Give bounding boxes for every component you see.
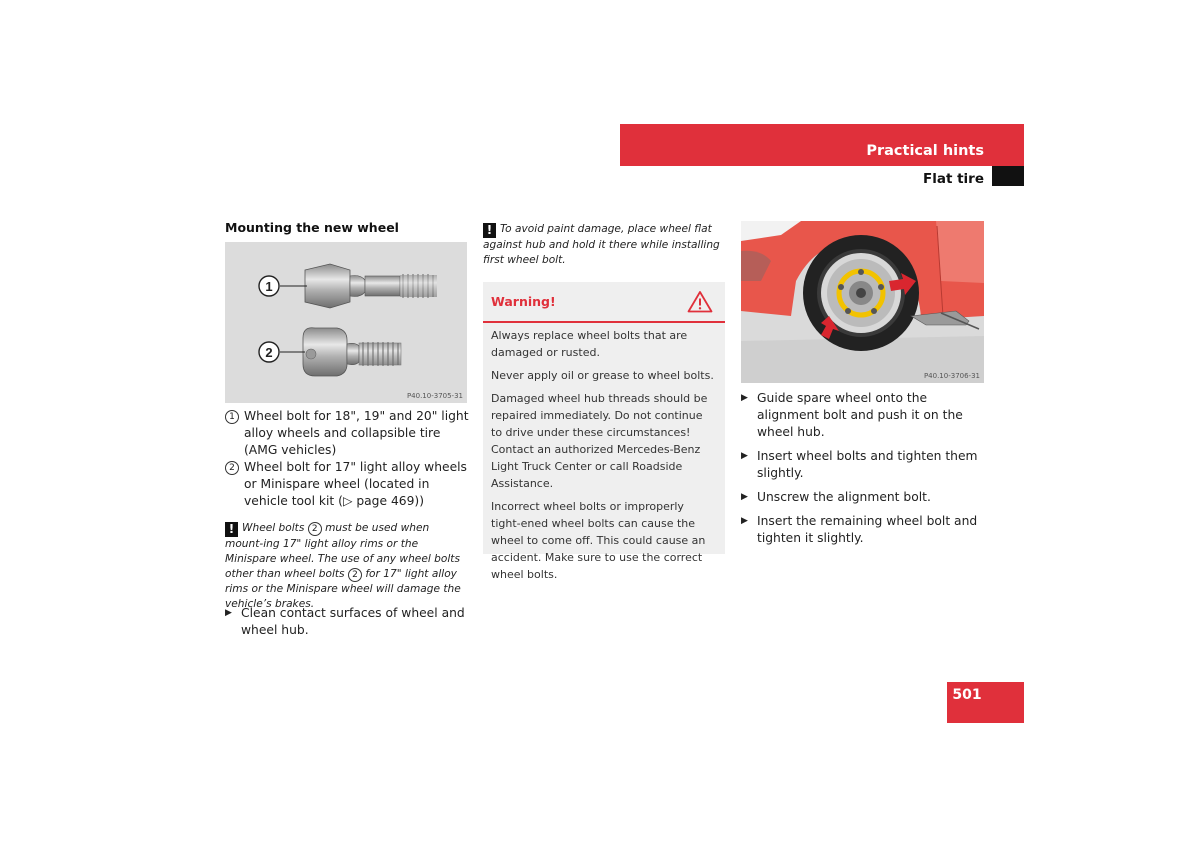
warning-paragraph: Never apply oil or grease to wheel bolts. (491, 369, 714, 382)
triangle-bullet-icon: ▶ (741, 492, 748, 502)
warning-paragraph: Damaged wheel hub threads should be repaired immediately. Do not continue to drive under these circumstances! Contact an authorized Mercedes-Benz Light Truck Center or call Roadside Assistance. (491, 392, 708, 490)
warning-triangle-icon (687, 290, 713, 313)
instruction-item (741, 448, 991, 482)
bolt-2-shape (303, 328, 401, 376)
figure-code: P40.10-3705-31 (406, 392, 463, 400)
bolt-legend-list (225, 408, 470, 510)
legend-text: Wheel bolt for 17" light alloy wheels or Minispare wheel (located in vehicle tool kit (▷ page 469)) (244, 460, 467, 508)
sub-title: Flat tire (922, 171, 984, 187)
instruction-item (225, 605, 467, 639)
legend-item-2 (225, 459, 470, 510)
instruction-item (741, 513, 991, 547)
note-ref-2: 2 (348, 568, 362, 582)
section-title: Practical hints (866, 143, 984, 159)
warning-body (491, 327, 717, 589)
warning-box (483, 282, 725, 581)
instruction-item (741, 390, 991, 441)
instruction-text: Insert wheel bolts and tighten them slightly. (757, 449, 978, 480)
note-ref-1: 2 (308, 522, 322, 536)
wheel-bolts-illustration (225, 242, 467, 403)
legend-number: 1 (225, 410, 239, 424)
figure-spare-wheel (741, 221, 984, 383)
page-number: 501 (952, 687, 982, 703)
spare-wheel-illustration (741, 221, 984, 383)
instruction-item (741, 489, 991, 506)
note-text: To avoid paint damage, place wheel flat against hub and hold it there while installing first wheel bolt. (483, 223, 720, 266)
instruction-text: Insert the remaining wheel bolt and tighten it slightly. (757, 514, 978, 545)
figure-wheel-bolts (225, 242, 467, 403)
warning-paragraph: Always replace wheel bolts that are damaged or rusted. (491, 329, 688, 359)
warning-paragraph: Incorrect wheel bolts or improperly tight-ened wheel bolts can cause the wheel to come off. This could cause an accident. Make sure to use the correct wheel bolts. (491, 500, 706, 581)
sub-title-marker (992, 166, 1024, 186)
triangle-bullet-icon: ▶ (741, 451, 748, 461)
instruction-text: Guide spare wheel onto the alignment bolt and push it on the wheel hub. (757, 391, 963, 439)
callout-2: 2 (265, 345, 273, 360)
exclamation-icon: ! (225, 522, 238, 537)
col1-instructions (225, 605, 467, 646)
note-text-3: for 17" light alloy rims or the Minispare wheel will damage the vehicle’s brakes. (225, 568, 461, 610)
legend-item-1 (225, 408, 470, 459)
triangle-bullet-icon: ▶ (225, 608, 232, 618)
note-wheel-bolts (225, 521, 467, 612)
note-paint-damage (483, 222, 727, 268)
instruction-text: Unscrew the alignment bolt. (757, 490, 931, 504)
triangle-bullet-icon: ▶ (741, 393, 748, 403)
legend-number: 2 (225, 461, 239, 475)
note-text-2: must be used when mount-ing 17" light alloy rims or the Minispare wheel. The use of any wheel bolts other than wheel bolts (225, 522, 460, 580)
callout-1: 1 (265, 279, 273, 294)
legend-text: Wheel bolt for 18", 19" and 20" light alloy wheels and collapsible tire (AMG vehicles) (244, 409, 469, 457)
triangle-bullet-icon: ▶ (741, 516, 748, 526)
bolt-1-shape (305, 264, 437, 308)
figure-code: P40.10-3706-31 (923, 372, 980, 380)
note-text-1: Wheel bolts (242, 522, 308, 534)
warning-title: Warning! (491, 294, 556, 309)
warning-header (483, 282, 725, 323)
heading-mounting-new-wheel: Mounting the new wheel (225, 220, 399, 235)
col3-instructions (741, 390, 991, 554)
exclamation-icon: ! (483, 223, 496, 238)
instruction-text: Clean contact surfaces of wheel and wheel hub. (241, 606, 465, 637)
